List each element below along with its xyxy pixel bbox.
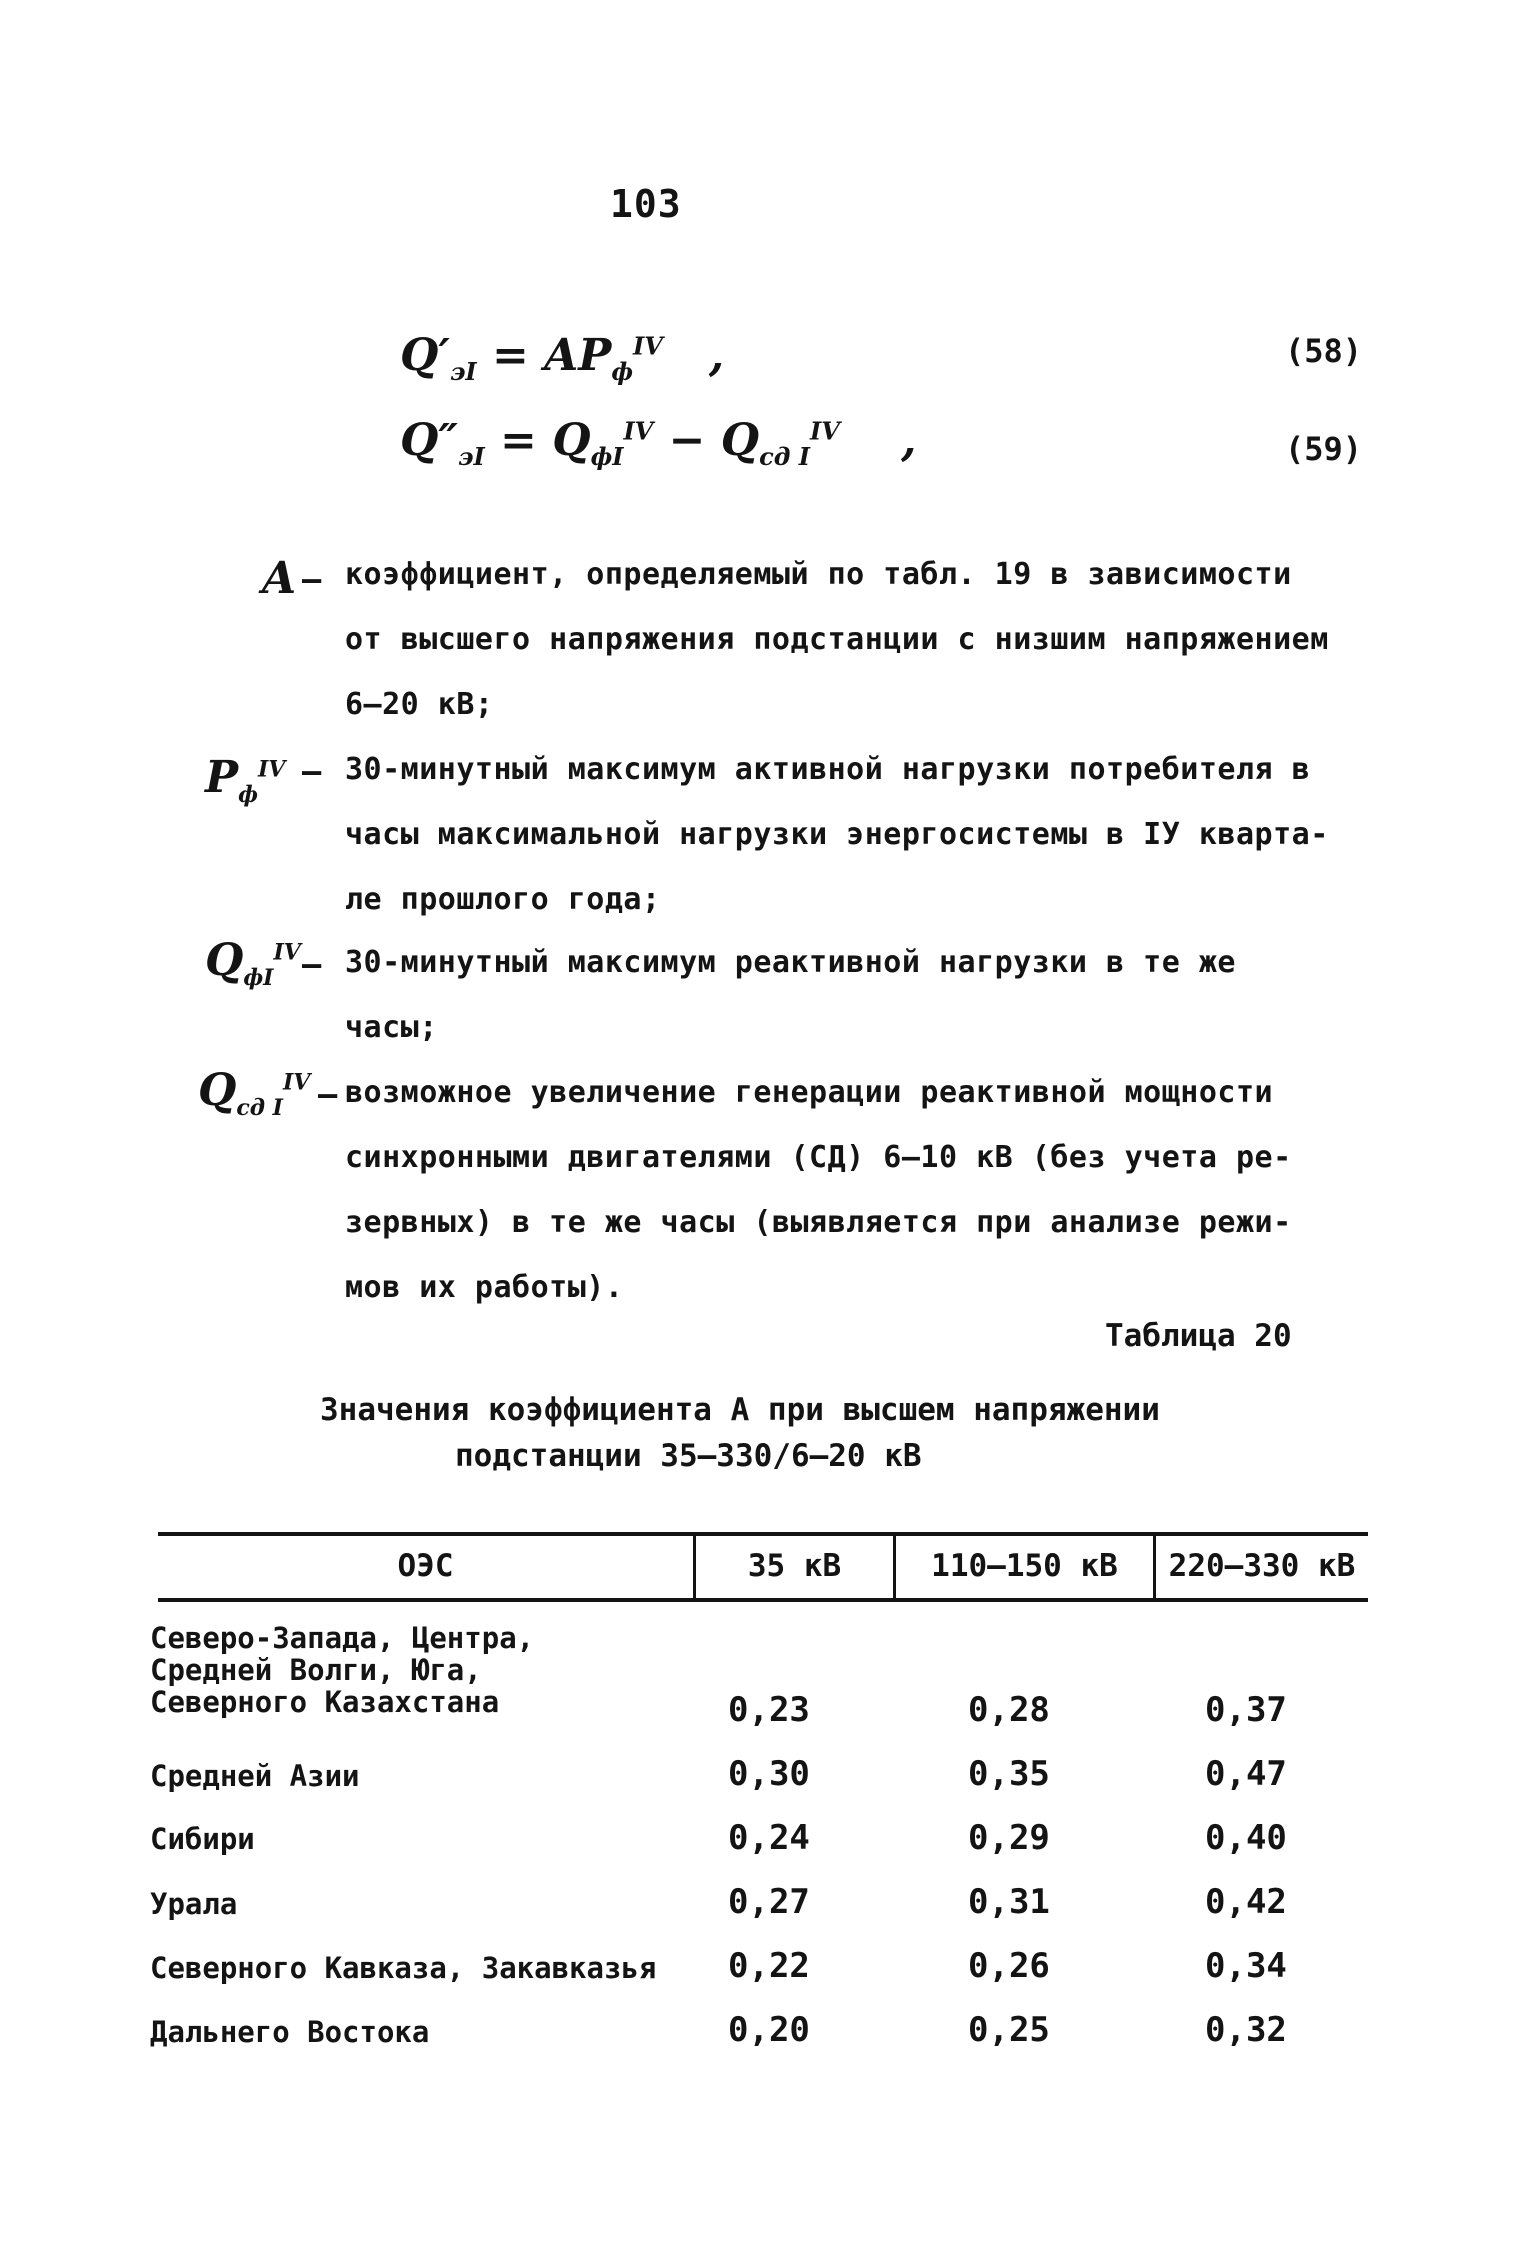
value-35: 0,20 [728,2010,810,2050]
def-qsd-line-1: возможное увеличение генерации реактивной мощности [345,1075,1274,1110]
table-caption-line-2: подстанции 35–330/6–20 кВ [455,1438,922,1474]
def-p-line-3: ле прошлого года; [345,882,661,917]
value-110: 0,25 [968,2010,1050,2050]
value-110: 0,29 [968,1818,1050,1858]
def-p-line-1: 30-минутный максимум активной нагрузки потребителя в [345,752,1311,787]
table-header-220: 220–330 кВ [1168,1548,1356,1584]
value-35: 0,22 [728,1946,810,1986]
def-qsd-line-2: синхронными двигателями (СД) 6–10 кВ (без учета ре- [345,1140,1292,1175]
region-line: Северо-Запада, Центра, [150,1621,535,1655]
table-caption-line-1: Значения коэффициента А при высшем напряжении [320,1392,1160,1428]
table-header-35: 35 кВ [747,1548,842,1584]
def-a-line-2: от высшего напряжения подстанции с низшим напряжением [345,622,1329,657]
def-q-line-1: 30-минутный максимум реактивной нагрузки в те же [345,945,1236,980]
formula-58: $Q'_{эI} = AP_ф^{IV}$ , [400,330,725,386]
def-dash: – [302,752,322,790]
value-220: 0,42 [1205,1882,1287,1922]
region-line: Средней Азии [150,1759,360,1793]
value-35: 0,27 [728,1882,810,1922]
value-220: 0,37 [1205,1690,1287,1730]
def-dash: – [302,560,322,598]
def-qsd-line-3: зервных) в те же часы (выявляется при анализе режи- [345,1205,1292,1240]
symbol-P-phi: $P_ф^{IV}$ [205,752,286,808]
region-line: Средней Волги, Юга, [150,1653,482,1687]
region-line: Сибири [150,1822,255,1856]
formula-59: $Q''_{эI} = Q_{фI}^{IV} - Q_{сд I}^{IV}$ , [400,415,917,471]
table-top-rule [158,1532,1368,1536]
table-header-rule [158,1598,1368,1602]
value-220: 0,40 [1205,1818,1287,1858]
symbol-A: A [262,553,297,604]
symbol-Q-phi: $Q_{фI}^{IV}$ [205,935,301,991]
value-110: 0,35 [968,1754,1050,1794]
def-q-line-2: часы; [345,1010,438,1045]
value-110: 0,28 [968,1690,1050,1730]
table-label: Таблица 20 [1105,1318,1292,1354]
value-35: 0,23 [728,1690,810,1730]
formula-59-number: (59) [1285,430,1363,468]
def-a-line-3: 6–20 кВ; [345,687,494,722]
def-dash: – [302,945,322,983]
value-220: 0,47 [1205,1754,1287,1794]
formula-58-number: (58) [1285,332,1363,370]
def-qsd-line-4: мов их работы). [345,1270,624,1305]
def-p-line-2: часы максимальной нагрузки энергосистемы в IУ кварта- [345,817,1329,852]
value-35: 0,24 [728,1818,810,1858]
region-line: Северного Казахстана [150,1685,500,1719]
table-header-110: 110–150 кВ [931,1548,1118,1584]
region-line: Дальнего Востока [150,2015,430,2049]
value-220: 0,34 [1205,1946,1287,1986]
value-110: 0,26 [968,1946,1050,1986]
def-a-line-1: коэффициент, определяемый по табл. 19 в зависимости [345,557,1292,592]
region-line: Урала [150,1887,238,1921]
value-110: 0,31 [968,1882,1050,1922]
region-line: Северного Кавказа, Закавказья [150,1951,657,1985]
table-header-oes: ОЭС [397,1548,454,1584]
symbol-Q-sd: $Q_{сд I}^{IV}$ [198,1065,311,1121]
value-35: 0,30 [728,1754,810,1794]
value-220: 0,32 [1205,2010,1287,2050]
def-dash: – [318,1075,338,1113]
page-number: 103 [610,182,682,226]
